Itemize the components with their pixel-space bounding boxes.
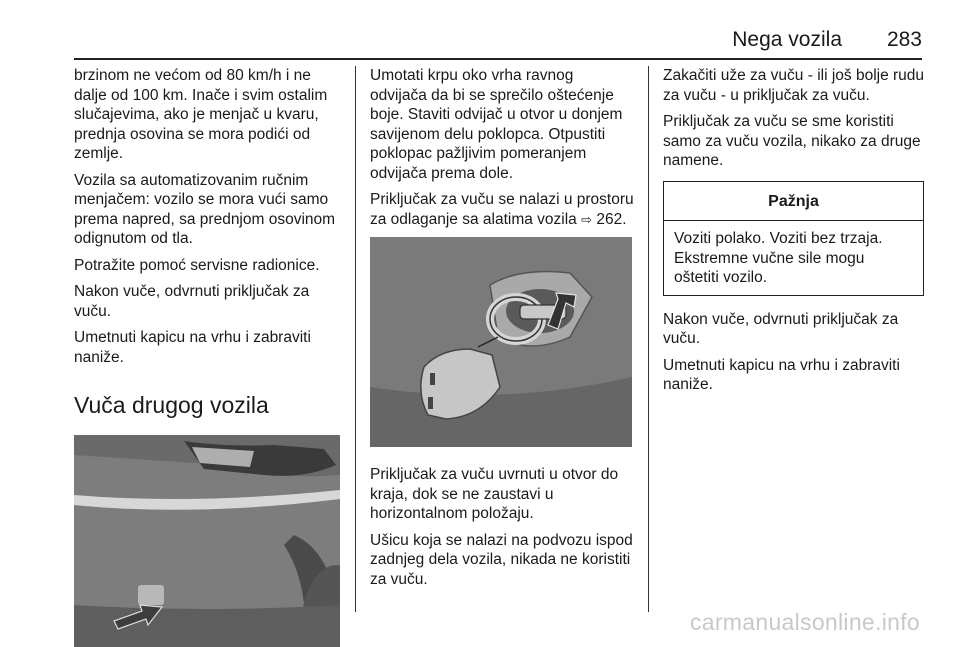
page-number: 283 [886, 28, 922, 51]
paragraph: Nakon vuče, odvrnuti priključak za vuču. [74, 283, 310, 320]
paragraph: Priključak za vuču uvrnuti u otvor do kraja, dok se ne zaustavi u horizontalnom položaju. [370, 466, 619, 522]
paragraph: Priključak za vuču se sme koristiti samo za vuču vozila, nikako za druge namene. [663, 113, 921, 169]
column-divider-1 [355, 66, 356, 612]
paragraph: Umotati krpu oko vrha ravnog odvijača da bi se sprečilo oštećenje boje. Staviti odvijač u otvor u donjem savijenom delu poklopca. Otpustiti poklopac pažljivim pomeranjem odvijača prema dole. [370, 67, 623, 182]
page-reference[interactable]: 262. [596, 210, 627, 228]
paragraph: Ušicu koja se nalazi na podvozu ispod zadnjeg dela vozila, nikada ne koristiti za vuču. [370, 531, 633, 588]
towing-eye-and-cover-illustration [370, 237, 632, 447]
running-header-title: Nega vozila [732, 28, 842, 51]
paragraph: Nakon vuče, odvrnuti priključak za vuču. [663, 310, 899, 347]
car-rear-tow-eye-illustration [74, 435, 340, 647]
notice-body: Voziti polako. Voziti bez trzaja. Ekstremne vučne sile mogu oštetiti vozilo. [674, 230, 883, 286]
column-1 [74, 66, 342, 647]
watermark: carmanualsonline.info [689, 609, 920, 635]
page-reference-arrow-icon: ⇨ [581, 211, 593, 227]
paragraph: Umetnuti kapicu na vrhu i zabraviti naniže. [74, 329, 311, 366]
paragraph: Umetnuti kapicu na vrhu i zabraviti naniže. [663, 356, 900, 393]
caution-notice-box [663, 181, 924, 296]
section-heading: Vuča drugog vozila [74, 392, 269, 418]
column-divider-2 [648, 66, 649, 612]
paragraph: Priključak za vuču se nalazi u prostoru za odlaganje sa alatima vozila ⇨ 262. [370, 191, 634, 228]
paragraph: Vozila sa automatizovanim ručnim menjačem: vozilo se mora vući samo prema napred, sa prednjom osovinom odignutom od tla. [74, 171, 336, 247]
header-rule [74, 58, 922, 60]
notice-title: Pažnja [664, 182, 923, 222]
paragraph: brzinom ne većom od 80 km/h i ne dalje od 100 km. Inače i svim ostalim slučajevima, ako je menjač u kvaru, prednja osovina se mora podići od zemlje. [74, 67, 328, 162]
paragraph: Potražite pomoć servisne radionice. [74, 256, 320, 274]
column-3 [663, 66, 931, 402]
column-2 [370, 66, 634, 596]
paragraph: Zakačiti uže za vuču - ili još bolje rudu za vuču - u priključak za vuču. [663, 67, 925, 104]
